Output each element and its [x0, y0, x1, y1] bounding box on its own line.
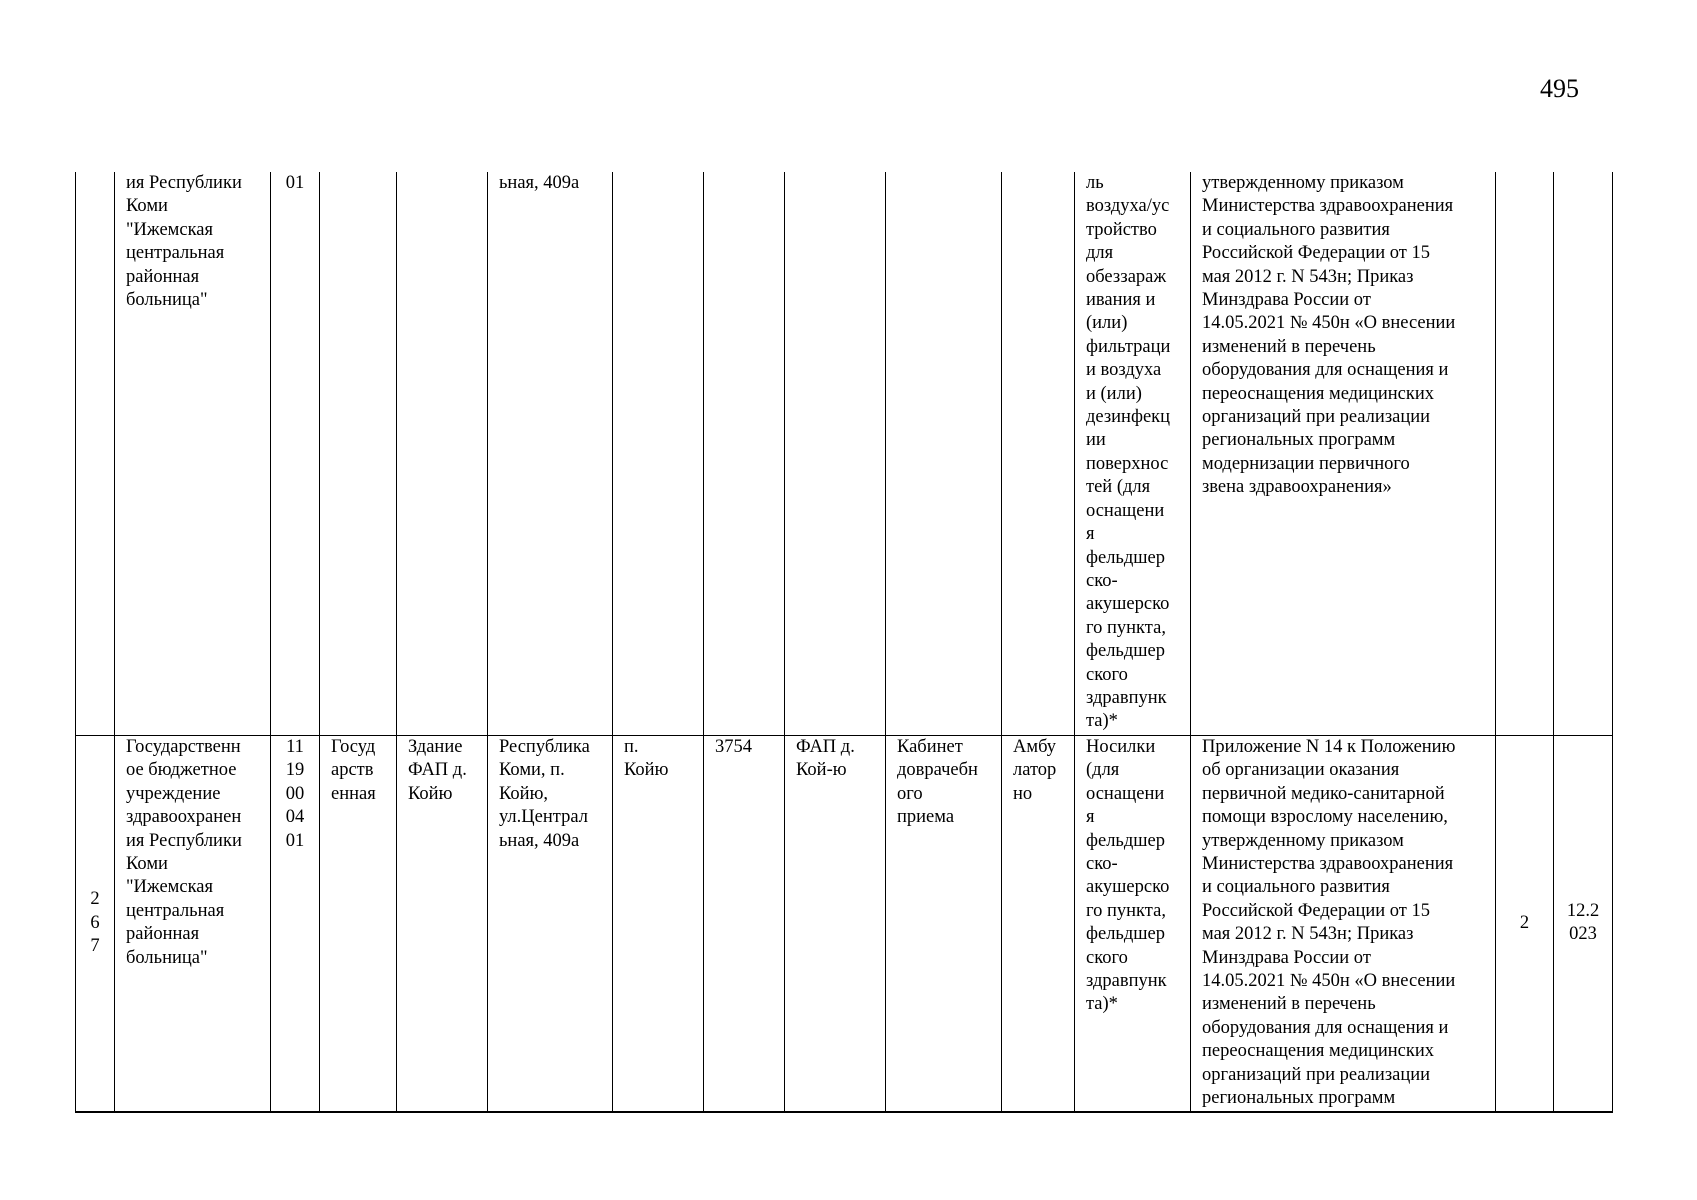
cell-ownership: [320, 736, 397, 1112]
row-index-text: 2 6 7: [90, 889, 100, 956]
address-text: ьная, 409а: [499, 173, 580, 193]
ownership-text: Госуд арств енная: [331, 737, 376, 804]
cell-index: [76, 736, 115, 1112]
cell-basis: [1191, 172, 1496, 736]
cell-locality: [613, 736, 704, 1112]
basis-text: утвержденному приказом Министерства здравоохранения и социального развития Российской Федерации от 15 мая 2012 г. N 543н; Приказ Минздрава России от 14.05.2021 № 450н «О внесении изменений в перечень оборудования для оснащения и переоснащения медицинских организаций при реализации региональных программ модернизации первичного звена здравоохранения»: [1202, 173, 1456, 498]
cell-equipment: [1075, 736, 1191, 1112]
code-text: 01: [285, 173, 305, 193]
cell-organization: [115, 172, 271, 736]
page-number: 495: [1540, 74, 1579, 103]
cell-unit: [785, 736, 886, 1112]
equipment-text: Носилки (для оснащени я фельдшер ско- акушерско го пункта, фельдшер ского здравпунк та)*: [1086, 737, 1170, 1015]
cell-room: [886, 736, 1002, 1112]
quantity-text: 2: [1519, 912, 1530, 933]
organization-text: ия Республики Коми "Ижемская центральная районная больница": [126, 173, 242, 311]
care-type-text: Амбу латор но: [1013, 737, 1057, 804]
organization-text: Государственн ое бюджетное учреждение здравоохранен ия Республики Коми "Ижемская центральная районная больница": [126, 737, 242, 968]
cell-number: [704, 172, 785, 736]
address-text: Республика Коми, п. Койю, ул.Централ ьная, 409а: [499, 737, 590, 851]
cell-quantity: [1496, 172, 1554, 736]
cell-building: [397, 736, 488, 1112]
cell-address: [488, 736, 613, 1112]
cell-organization: [115, 736, 271, 1112]
cell-care-type: [1002, 172, 1075, 736]
cell-equipment: [1075, 172, 1191, 736]
date-text: 12.2 023: [1566, 900, 1600, 945]
cell-ownership: [320, 172, 397, 736]
cell-room: [886, 172, 1002, 736]
cell-locality: [613, 172, 704, 736]
unit-text: ФАП д. Кой-ю: [796, 737, 855, 781]
table-row-267: [76, 736, 1613, 1112]
equipment-table: [75, 172, 1613, 1113]
cell-number: [704, 736, 785, 1112]
room-text: Кабинет доврачебн ого приема: [897, 737, 978, 828]
equipment-text: ль воздуха/ус тройство для обеззараж ивания и (или) фильтраци и воздуха и (или) дезинфекц ии поверхнос тей (для оснащени я фельдшер ско- акушерско го пункта, фельдшер ского здравпунк та)*: [1086, 173, 1171, 732]
cell-code: [271, 736, 320, 1112]
cell-index: [76, 172, 115, 736]
number-text: 3754: [715, 737, 752, 757]
building-text: Здание ФАП д. Койю: [408, 737, 467, 804]
locality-text: п. Койю: [624, 737, 669, 781]
cell-unit: [785, 172, 886, 736]
cell-building: [397, 172, 488, 736]
basis-text: Приложение N 14 к Положению об организации оказания первичной медико-санитарной помощи взрослому населению, утвержденному приказом Министерства здравоохранения и социального развития Российской Федерации от 15 мая 2012 г. N 543н; Приказ Минздрава России от 14.05.2021 № 450н «О внесении изменений в перечень оборудования для оснащения и переоснащения медицинских организаций при реализации региональных программ: [1202, 737, 1456, 1109]
cell-code: [271, 172, 320, 736]
table-row-continuation: [76, 172, 1613, 736]
cell-date: [1554, 736, 1613, 1112]
code-text: 11 19 00 04 01: [285, 737, 305, 851]
cell-care-type: [1002, 736, 1075, 1112]
cell-quantity: [1496, 736, 1554, 1112]
cell-basis: [1191, 736, 1496, 1112]
cell-address: [488, 172, 613, 736]
cell-date: [1554, 172, 1613, 736]
